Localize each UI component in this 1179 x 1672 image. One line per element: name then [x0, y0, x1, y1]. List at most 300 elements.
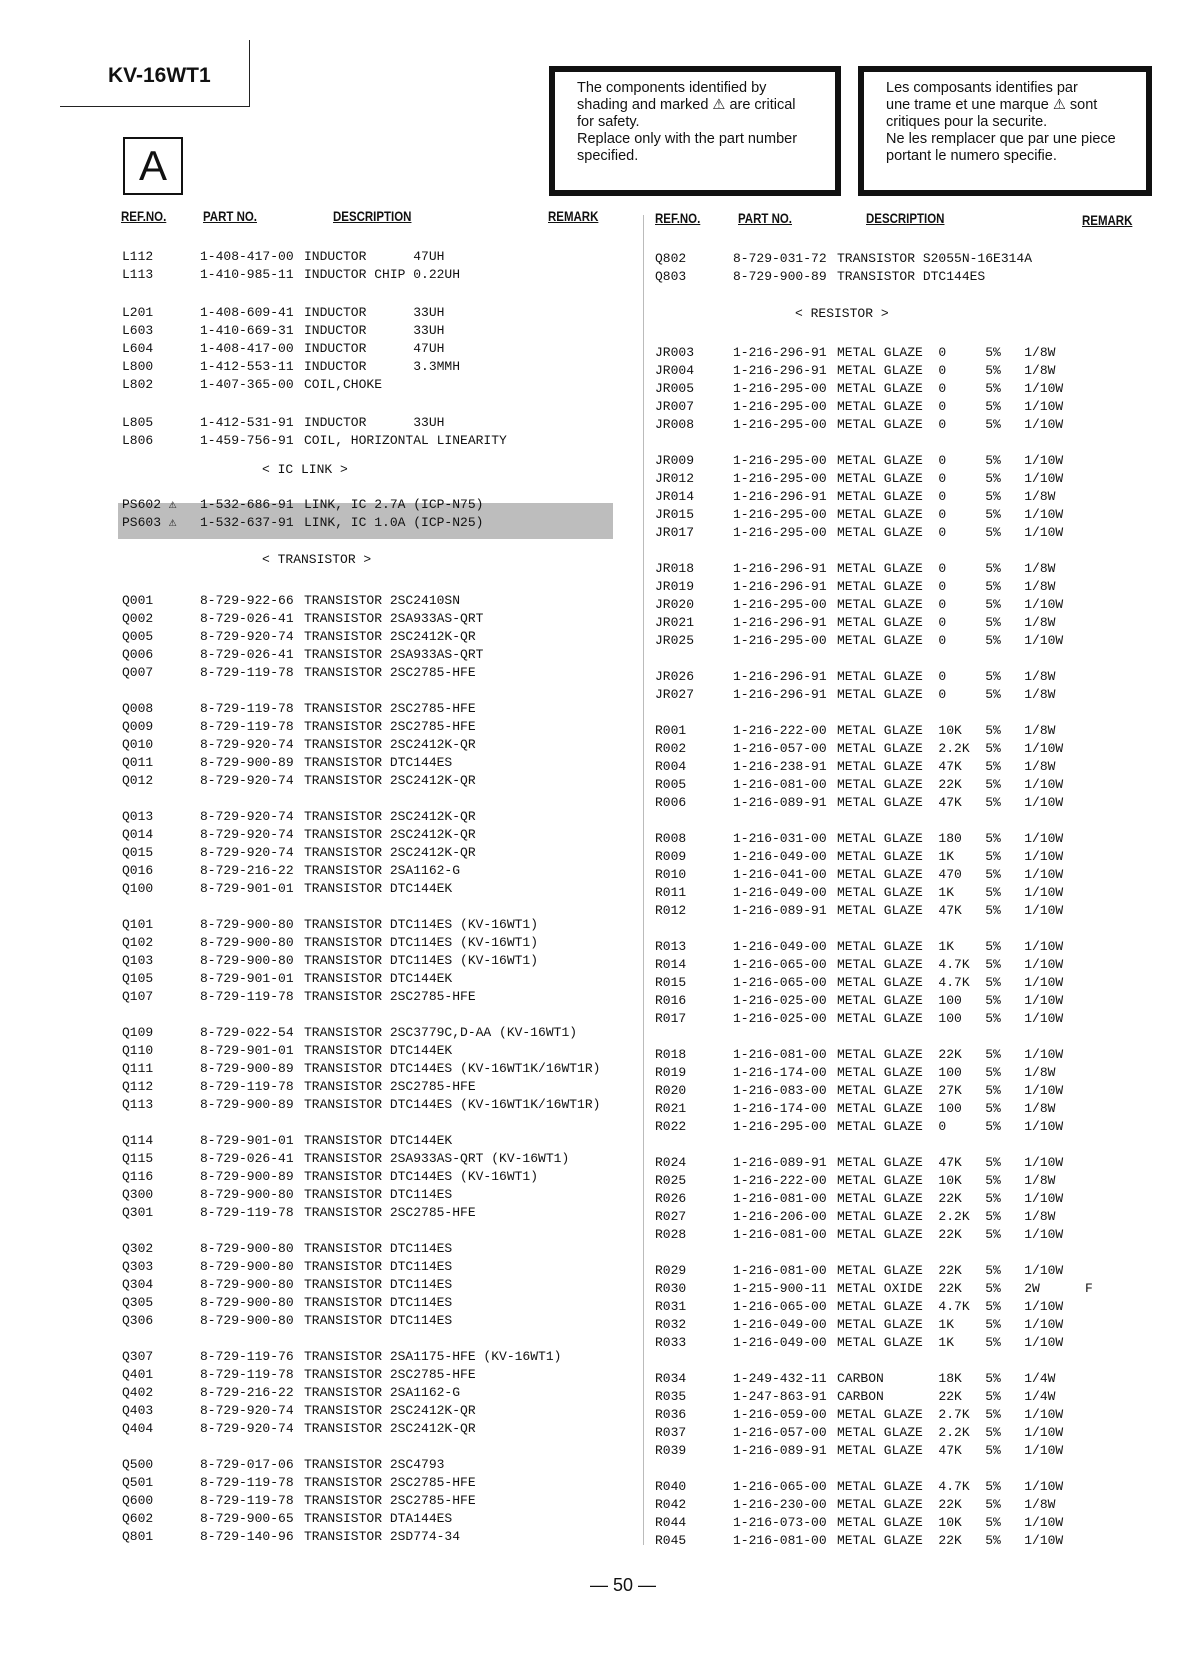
description: METAL GLAZE 47K 5% 1/10W [837, 795, 1064, 810]
description: METAL GLAZE 100 5% 1/8W [837, 1065, 1056, 1080]
ref-no: Q100 [122, 881, 154, 896]
description: TRANSISTOR DTC144ES (KV-16WT1K/16WT1R) [304, 1061, 601, 1076]
ref-no: R040 [655, 1479, 687, 1494]
part-no: 1-216-083-00 [733, 1083, 827, 1098]
part-no: 1-216-025-00 [733, 993, 827, 1008]
ref-no: Q107 [122, 989, 154, 1004]
description: METAL GLAZE 180 5% 1/10W [837, 831, 1064, 846]
part-no: 1-216-049-00 [733, 1335, 827, 1350]
description: TRANSISTOR DTC114ES (KV-16WT1) [304, 935, 539, 950]
warning-fr-line: Les composants identifies par [886, 80, 1078, 96]
description: METAL GLAZE 22K 5% 1/8W [837, 1497, 1056, 1512]
description: METAL GLAZE 47K 5% 1/8W [837, 759, 1056, 774]
ref-no: Q010 [122, 737, 154, 752]
part-no: 1-412-531-91 [200, 415, 294, 430]
description: METAL GLAZE 4.7K 5% 1/10W [837, 957, 1064, 972]
description: METAL GLAZE 0 5% 1/10W [837, 471, 1064, 486]
part-no: 1-216-296-91 [733, 687, 827, 702]
description: TRANSISTOR 2SC2785-HFE [304, 989, 476, 1004]
ref-no: PS602 ⚠ [122, 497, 177, 512]
part-no: 8-729-900-80 [200, 1241, 294, 1256]
part-no: 8-729-022-54 [200, 1025, 294, 1040]
description: TRANSISTOR DTC144EK [304, 1133, 453, 1148]
warning-fr-line: critiques pour la securite. [886, 114, 1048, 130]
ref-no: JR025 [655, 633, 695, 648]
ref-no: Q011 [122, 755, 154, 770]
description: TRANSISTOR DTC144EK [304, 1043, 453, 1058]
ref-no: R010 [655, 867, 687, 882]
description: TRANSISTOR 2SA1175-HFE (KV-16WT1) [304, 1349, 562, 1364]
description: CARBON 22K 5% 1/4W [837, 1389, 1056, 1404]
part-no: 1-216-059-00 [733, 1407, 827, 1422]
ref-no: L806 [122, 433, 154, 448]
part-no: 8-729-140-96 [200, 1529, 294, 1544]
part-no: 8-729-920-74 [200, 737, 294, 752]
description: METAL GLAZE 2.7K 5% 1/10W [837, 1407, 1064, 1422]
ref-no: Q307 [122, 1349, 154, 1364]
description: METAL GLAZE 100 5% 1/10W [837, 993, 1064, 1008]
warning-fr-line: portant le numero specifie. [886, 148, 1057, 164]
ref-no: Q006 [122, 647, 154, 662]
part-no: 1-216-057-00 [733, 741, 827, 756]
ref-no: JR015 [655, 507, 695, 522]
part-no: 1-216-049-00 [733, 849, 827, 864]
description: TRANSISTOR 2SA933AS-QRT [304, 647, 484, 662]
ref-no: JR003 [655, 345, 695, 360]
ref-no: Q404 [122, 1421, 154, 1436]
description: TRANSISTOR 2SC2412K-QR [304, 1403, 476, 1418]
part-no: 1-216-057-00 [733, 1425, 827, 1440]
part-no: 8-729-900-80 [200, 917, 294, 932]
ref-no: R026 [655, 1191, 687, 1206]
ref-no: Q306 [122, 1313, 154, 1328]
part-no: 8-729-119-78 [200, 989, 294, 1004]
part-no: 8-729-119-78 [200, 1079, 294, 1094]
part-no: 1-216-065-00 [733, 1299, 827, 1314]
header-remark-left: REMARK [548, 208, 599, 224]
description: METAL GLAZE 0 5% 1/10W [837, 399, 1064, 414]
description: TRANSISTOR 2SC2412K-QR [304, 827, 476, 842]
description: TRANSISTOR DTC114ES (KV-16WT1) [304, 953, 539, 968]
part-no: 8-729-900-89 [733, 269, 827, 284]
part-no: 8-729-900-80 [200, 1313, 294, 1328]
part-no: 1-216-065-00 [733, 957, 827, 972]
part-no: 1-216-031-00 [733, 831, 827, 846]
caption-transistor: < TRANSISTOR > [262, 552, 372, 567]
ref-no: R024 [655, 1155, 687, 1170]
description: METAL GLAZE 47K 5% 1/10W [837, 903, 1064, 918]
part-no: 1-216-073-00 [733, 1515, 827, 1530]
description: METAL GLAZE 1K 5% 1/10W [837, 1317, 1064, 1332]
description: METAL GLAZE 0 5% 1/8W [837, 669, 1056, 684]
description: METAL GLAZE 1K 5% 1/10W [837, 885, 1064, 900]
ref-no: R017 [655, 1011, 687, 1026]
part-no: 8-729-900-80 [200, 1295, 294, 1310]
description: TRANSISTOR 2SC2785-HFE [304, 1079, 476, 1094]
page-number: — 50 — [590, 1575, 657, 1595]
description: TRANSISTOR 2SC2785-HFE [304, 1475, 476, 1490]
header-rule-vertical [249, 40, 250, 107]
description: TRANSISTOR 2SA933AS-QRT (KV-16WT1) [304, 1151, 570, 1166]
header-ref-right: REF.NO. [655, 210, 701, 226]
description: TRANSISTOR 2SA1162-G [304, 863, 461, 878]
ref-no: R012 [655, 903, 687, 918]
description: METAL GLAZE 22K 5% 1/10W [837, 1227, 1064, 1242]
ref-no: Q112 [122, 1079, 154, 1094]
header-ref-left: REF.NO. [121, 208, 167, 224]
description: METAL GLAZE 0 5% 1/8W [837, 615, 1056, 630]
part-no: 8-729-900-80 [200, 953, 294, 968]
description: TRANSISTOR 2SC2785-HFE [304, 719, 476, 734]
part-no: 1-247-863-91 [733, 1389, 827, 1404]
part-no: 8-729-901-01 [200, 881, 294, 896]
description: METAL GLAZE 22K 5% 1/10W [837, 1533, 1064, 1548]
description: METAL GLAZE 47K 5% 1/10W [837, 1443, 1064, 1458]
part-no: 1-216-222-00 [733, 723, 827, 738]
ref-no: R001 [655, 723, 687, 738]
part-no: 1-216-174-00 [733, 1101, 827, 1116]
ref-no: Q005 [122, 629, 154, 644]
description: METAL GLAZE 27K 5% 1/10W [837, 1083, 1064, 1098]
ref-no: JR004 [655, 363, 695, 378]
part-no: 1-216-295-00 [733, 453, 827, 468]
part-no: 1-408-609-41 [200, 305, 294, 320]
ref-no: Q803 [655, 269, 687, 284]
ref-no: Q303 [122, 1259, 154, 1274]
description: INDUCTOR 47UH [304, 249, 445, 264]
part-no: 1-407-365-00 [200, 377, 294, 392]
description: METAL GLAZE 0 5% 1/8W [837, 561, 1056, 576]
ref-no: Q305 [122, 1295, 154, 1310]
description: TRANSISTOR 2SC4793 [304, 1457, 445, 1472]
description: METAL GLAZE 4.7K 5% 1/10W [837, 1479, 1064, 1494]
part-no: 8-729-901-01 [200, 971, 294, 986]
ref-no: Q113 [122, 1097, 154, 1112]
ref-no: Q009 [122, 719, 154, 734]
description: METAL GLAZE 2.2K 5% 1/10W [837, 741, 1064, 756]
description: TRANSISTOR 2SC2412K-QR [304, 1421, 476, 1436]
ref-no: JR020 [655, 597, 695, 612]
part-no: 8-729-216-22 [200, 1385, 294, 1400]
part-no: 1-216-174-00 [733, 1065, 827, 1080]
ref-no: Q101 [122, 917, 154, 932]
description: METAL GLAZE 0 5% 1/10W [837, 597, 1064, 612]
part-no: 1-216-089-91 [733, 903, 827, 918]
ref-no: R016 [655, 993, 687, 1008]
part-no: 1-216-295-00 [733, 633, 827, 648]
ref-no: Q600 [122, 1493, 154, 1508]
warning-en-line: shading and marked ⚠ are critical [577, 97, 796, 113]
ref-no: R027 [655, 1209, 687, 1224]
ref-no: R044 [655, 1515, 687, 1530]
description: TRANSISTOR DTC144ES (KV-16WT1K/16WT1R) [304, 1097, 601, 1112]
ref-no: Q007 [122, 665, 154, 680]
description: METAL GLAZE 0 5% 1/10W [837, 417, 1064, 432]
part-no: 1-408-417-00 [200, 341, 294, 356]
description: METAL GLAZE 1K 5% 1/10W [837, 939, 1064, 954]
description: INDUCTOR 33UH [304, 305, 445, 320]
ref-no: R045 [655, 1533, 687, 1548]
description: TRANSISTOR DTC114ES (KV-16WT1) [304, 917, 539, 932]
ref-no: JR021 [655, 615, 695, 630]
part-no: 1-216-065-00 [733, 975, 827, 990]
part-no: 1-216-081-00 [733, 1533, 827, 1548]
ref-no: Q002 [122, 611, 154, 626]
ref-no: L604 [122, 341, 154, 356]
ref-no: R029 [655, 1263, 687, 1278]
ref-no: R034 [655, 1371, 687, 1386]
ref-no: Q801 [122, 1529, 154, 1544]
safety-warning-french [858, 66, 1152, 196]
description: METAL GLAZE 100 5% 1/10W [837, 1011, 1064, 1026]
part-no: 1-216-081-00 [733, 777, 827, 792]
ref-no: Q802 [655, 251, 687, 266]
ref-no: R035 [655, 1389, 687, 1404]
ref-no: Q103 [122, 953, 154, 968]
part-no: 1-410-985-11 [200, 267, 294, 282]
description: TRANSISTOR DTC144EK [304, 881, 453, 896]
part-no: 1-216-295-00 [733, 471, 827, 486]
part-no: 1-216-081-00 [733, 1227, 827, 1242]
description: TRANSISTOR 2SC2785-HFE [304, 1493, 476, 1508]
ref-no: L603 [122, 323, 154, 338]
ref-no: Q102 [122, 935, 154, 950]
part-no: 1-216-295-00 [733, 597, 827, 612]
ref-no: R005 [655, 777, 687, 792]
part-no: 8-729-216-22 [200, 863, 294, 878]
ref-no: JR009 [655, 453, 695, 468]
part-no: 1-412-553-11 [200, 359, 294, 374]
description: CARBON 18K 5% 1/4W [837, 1371, 1056, 1386]
part-no: 1-216-295-00 [733, 417, 827, 432]
description: METAL GLAZE 0 5% 1/8W [837, 345, 1056, 360]
description: METAL GLAZE 22K 5% 1/10W [837, 1047, 1064, 1062]
part-no: 8-729-920-74 [200, 809, 294, 824]
part-no: 1-216-081-00 [733, 1191, 827, 1206]
part-no: 8-729-900-80 [200, 1259, 294, 1274]
part-no: 1-216-238-91 [733, 759, 827, 774]
part-no: 8-729-920-74 [200, 1403, 294, 1418]
ref-no: Q402 [122, 1385, 154, 1400]
ref-no: JR026 [655, 669, 695, 684]
warning-en-line: Replace only with the part number [577, 131, 798, 147]
description: LINK, IC 1.0A (ICP-N25) [304, 515, 484, 530]
ref-no: R013 [655, 939, 687, 954]
ref-no: JR012 [655, 471, 695, 486]
part-no: 1-216-296-91 [733, 615, 827, 630]
ref-no: R004 [655, 759, 687, 774]
part-no: 1-216-222-00 [733, 1173, 827, 1188]
part-no: 1-408-417-00 [200, 249, 294, 264]
description: TRANSISTOR DTC114ES [304, 1241, 453, 1256]
part-no: 8-729-922-66 [200, 593, 294, 608]
description: METAL GLAZE 10K 5% 1/8W [837, 1173, 1056, 1188]
part-no: 8-729-920-74 [200, 629, 294, 644]
description: METAL GLAZE 22K 5% 1/10W [837, 1191, 1064, 1206]
ref-no: Q401 [122, 1367, 154, 1382]
description: METAL GLAZE 0 5% 1/10W [837, 633, 1064, 648]
part-no: 8-729-901-01 [200, 1133, 294, 1148]
ref-no: Q001 [122, 593, 154, 608]
description: TRANSISTOR DTC144ES [837, 269, 986, 284]
ref-no: Q109 [122, 1025, 154, 1040]
description: INDUCTOR CHIP 0.22UH [304, 267, 461, 282]
description: TRANSISTOR 2SD774-34 [304, 1529, 461, 1544]
description: INDUCTOR 47UH [304, 341, 445, 356]
ref-no: R019 [655, 1065, 687, 1080]
part-no: 1-216-025-00 [733, 1011, 827, 1026]
warning-en-line: specified. [577, 148, 639, 164]
ref-no: L800 [122, 359, 154, 374]
description: LINK, IC 2.7A (ICP-N75) [304, 497, 484, 512]
ref-no: Q008 [122, 701, 154, 716]
ref-no: R036 [655, 1407, 687, 1422]
ref-no: R022 [655, 1119, 687, 1134]
description: TRANSISTOR DTC114ES [304, 1295, 453, 1310]
description: TRANSISTOR 2SC2412K-QR [304, 845, 476, 860]
description: TRANSISTOR DTC144ES [304, 755, 453, 770]
ref-no: Q304 [122, 1277, 154, 1292]
part-no: 1-216-295-00 [733, 507, 827, 522]
ref-no: R030 [655, 1281, 687, 1296]
description: TRANSISTOR 2SC2785-HFE [304, 1367, 476, 1382]
description: METAL GLAZE 0 5% 1/10W [837, 1119, 1064, 1134]
caption-ic-link: < IC LINK > [262, 462, 348, 477]
description: METAL GLAZE 0 5% 1/8W [837, 687, 1056, 702]
part-no: 8-729-901-01 [200, 1043, 294, 1058]
description: METAL GLAZE 0 5% 1/10W [837, 381, 1064, 396]
description: INDUCTOR 3.3MMH [304, 359, 461, 374]
description: METAL GLAZE 47K 5% 1/10W [837, 1155, 1064, 1170]
ref-no: Q016 [122, 863, 154, 878]
part-no: 8-729-920-74 [200, 1421, 294, 1436]
part-no: 8-729-017-06 [200, 1457, 294, 1472]
description: TRANSISTOR 2SC3779C,D-AA (KV-16WT1) [304, 1025, 578, 1040]
ref-no: R031 [655, 1299, 687, 1314]
description: METAL GLAZE 10K 5% 1/10W [837, 1515, 1064, 1530]
part-no: 8-729-900-89 [200, 1061, 294, 1076]
description: TRANSISTOR 2SA1162-G [304, 1385, 461, 1400]
part-no: 1-532-637-91 [200, 515, 294, 530]
ref-no: Q302 [122, 1241, 154, 1256]
warning-en-line: for safety. [577, 114, 640, 130]
part-no: 8-729-119-78 [200, 1475, 294, 1490]
description: METAL GLAZE 22K 5% 1/10W [837, 1263, 1064, 1278]
warning-fr-line: une trame et une marque ⚠ sont [886, 97, 1098, 113]
ref-no: JR007 [655, 399, 695, 414]
ref-no: PS603 ⚠ [122, 515, 177, 530]
ref-no: JR014 [655, 489, 695, 504]
description: COIL,CHOKE [304, 377, 383, 392]
ref-no: R037 [655, 1425, 687, 1440]
ref-no: JR008 [655, 417, 695, 432]
description: TRANSISTOR 2SA933AS-QRT [304, 611, 484, 626]
part-no: 8-729-900-80 [200, 1187, 294, 1202]
part-no: 1-216-206-00 [733, 1209, 827, 1224]
part-no: 1-216-295-00 [733, 381, 827, 396]
part-no: 1-216-081-00 [733, 1047, 827, 1062]
part-no: 8-729-119-78 [200, 665, 294, 680]
part-no: 1-216-089-91 [733, 1443, 827, 1458]
description: TRANSISTOR DTC114ES [304, 1259, 453, 1274]
part-no: 1-216-049-00 [733, 939, 827, 954]
header-remark-right: REMARK [1082, 212, 1133, 228]
description: METAL OXIDE 22K 5% 2W [837, 1281, 1040, 1296]
warning-en-line: The components identified by [577, 80, 767, 96]
description: TRANSISTOR 2SC2412K-QR [304, 773, 476, 788]
remark: F [1085, 1281, 1093, 1296]
section-letter: A [123, 137, 183, 195]
part-no: 8-729-900-89 [200, 1097, 294, 1112]
ref-no: Q013 [122, 809, 154, 824]
description: METAL GLAZE 0 5% 1/10W [837, 453, 1064, 468]
header-desc-left: DESCRIPTION [333, 208, 412, 224]
ref-no: R009 [655, 849, 687, 864]
model-title: KV-16WT1 [108, 64, 211, 87]
part-no: 1-216-296-91 [733, 579, 827, 594]
ref-no: R020 [655, 1083, 687, 1098]
description: TRANSISTOR DTC114ES [304, 1277, 453, 1292]
part-no: 8-729-026-41 [200, 1151, 294, 1166]
ref-no: R006 [655, 795, 687, 810]
description: TRANSISTOR 2SC2785-HFE [304, 665, 476, 680]
ref-no: R008 [655, 831, 687, 846]
part-no: 1-215-900-11 [733, 1281, 827, 1296]
ref-no: Q110 [122, 1043, 154, 1058]
part-no: 8-729-900-89 [200, 755, 294, 770]
part-no: 1-216-296-91 [733, 345, 827, 360]
ref-no: Q300 [122, 1187, 154, 1202]
part-no: 1-216-049-00 [733, 1317, 827, 1332]
part-no: 8-729-119-78 [200, 1367, 294, 1382]
part-no: 1-216-081-00 [733, 1263, 827, 1278]
part-no: 1-216-295-00 [733, 525, 827, 540]
description: METAL GLAZE 22K 5% 1/10W [837, 777, 1064, 792]
description: METAL GLAZE 1K 5% 1/10W [837, 1335, 1064, 1350]
ref-no: R015 [655, 975, 687, 990]
ref-no: JR027 [655, 687, 695, 702]
safety-warning-english [549, 66, 841, 196]
description: TRANSISTOR 2SC2410SN [304, 593, 461, 608]
description: METAL GLAZE 0 5% 1/8W [837, 579, 1056, 594]
ref-no: Q105 [122, 971, 154, 986]
warning-fr-line: Ne les remplacer que par une piece [886, 131, 1116, 147]
part-no: 8-729-119-78 [200, 1493, 294, 1508]
ref-no: Q015 [122, 845, 154, 860]
description: TRANSISTOR DTC144EK [304, 971, 453, 986]
part-no: 1-532-686-91 [200, 497, 294, 512]
part-no: 1-216-049-00 [733, 885, 827, 900]
ref-no: L201 [122, 305, 154, 320]
part-no: 8-729-119-78 [200, 719, 294, 734]
description: TRANSISTOR DTC114ES [304, 1313, 453, 1328]
description: TRANSISTOR DTC144ES (KV-16WT1) [304, 1169, 539, 1184]
ref-no: R028 [655, 1227, 687, 1242]
part-no: 1-216-296-91 [733, 669, 827, 684]
part-no: 1-459-756-91 [200, 433, 294, 448]
part-no: 1-216-296-91 [733, 561, 827, 576]
description: TRANSISTOR 2SC2412K-QR [304, 629, 476, 644]
ref-no: R039 [655, 1443, 687, 1458]
part-no: 1-216-230-00 [733, 1497, 827, 1512]
description: METAL GLAZE 0 5% 1/10W [837, 525, 1064, 540]
ref-no: R025 [655, 1173, 687, 1188]
description: METAL GLAZE 0 5% 1/8W [837, 489, 1056, 504]
description: METAL GLAZE 2.2K 5% 1/8W [837, 1209, 1056, 1224]
part-no: 1-216-296-91 [733, 363, 827, 378]
ref-no: L805 [122, 415, 154, 430]
part-no: 1-216-089-91 [733, 1155, 827, 1170]
